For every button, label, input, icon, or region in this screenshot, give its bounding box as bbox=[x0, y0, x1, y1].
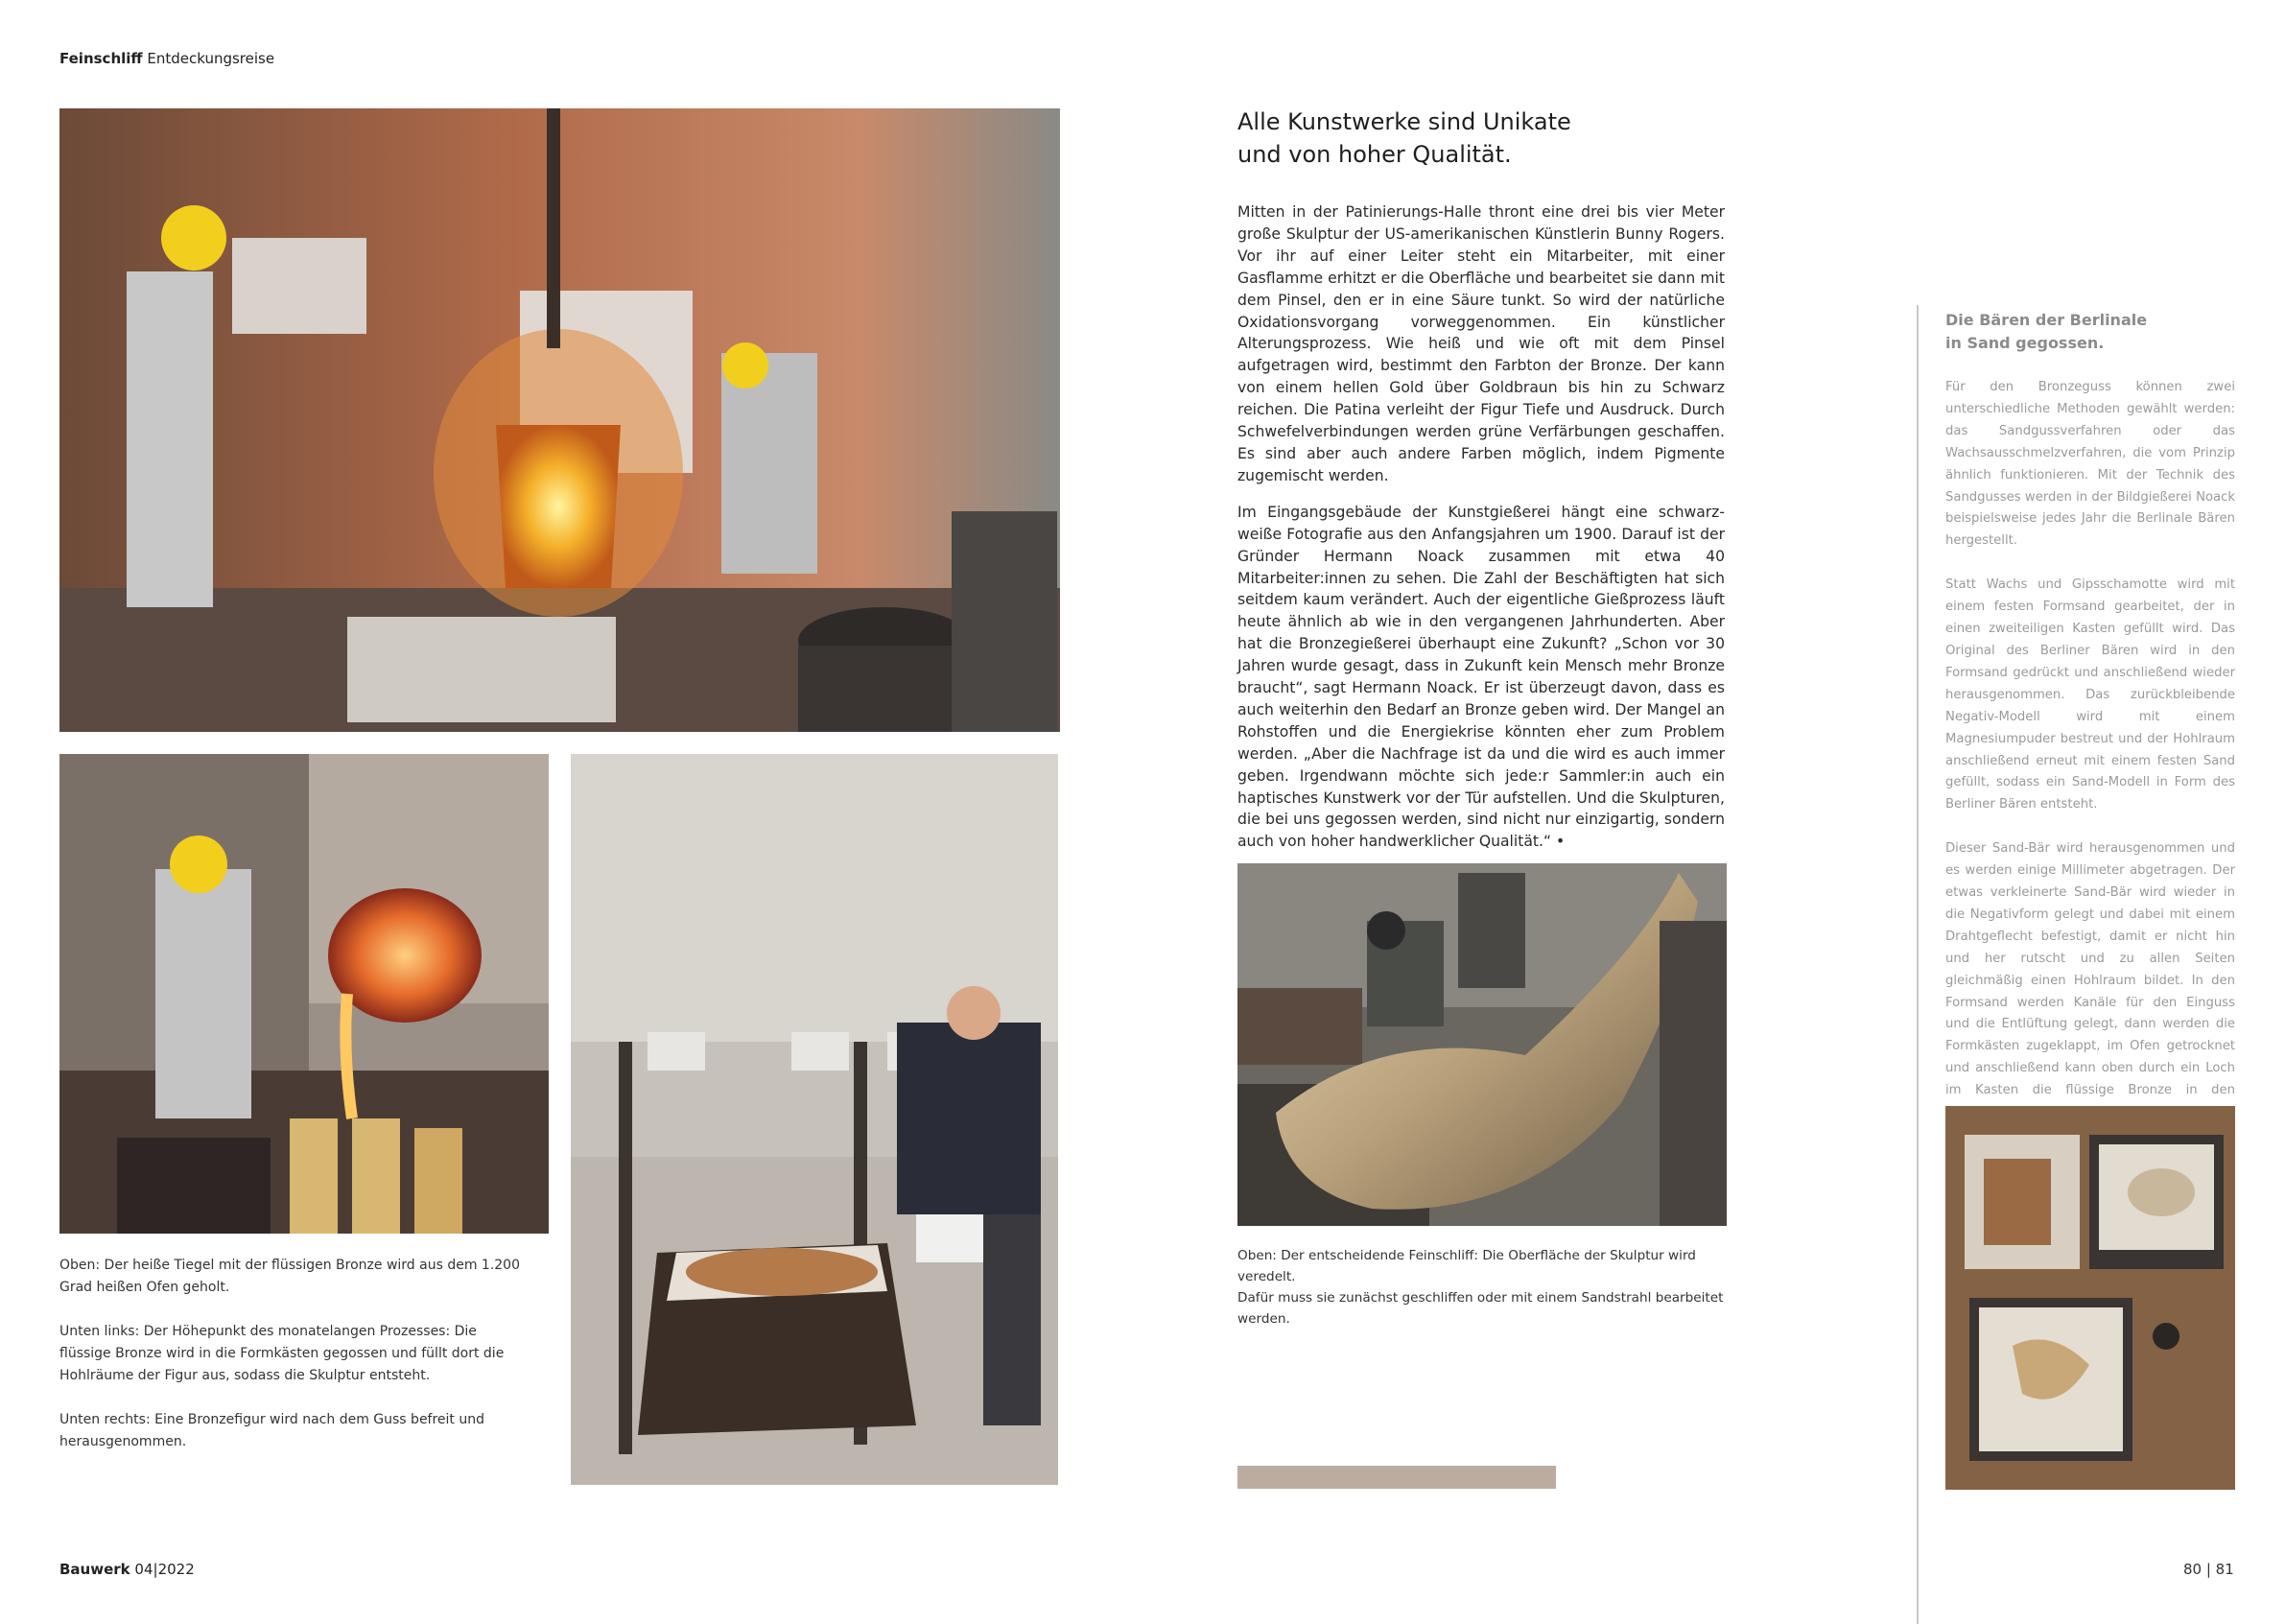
photo-pouring-bronze bbox=[59, 754, 549, 1234]
headline-line-1: Alle Kunstwerke sind Unikate bbox=[1237, 108, 1571, 135]
sidebar-divider bbox=[1917, 305, 1919, 1624]
sidebar-paragraph-2: Statt Wachs und Gipsschamotte wird mit einem festen Formsand gearbeitet, der in einen zweiteiligen Kasten gefüllt wird. Das Original des Berliner Bären wird in den Formsand gedrückt und anschließend wieder herausgenommen. Das zurückbleibende Negativ-Modell wird mit einem Magnesiumpuder bestreut und der Hohlraum anschließend erneut mit einem festen Sand gefüllt, sodass ein Sand-Modell in Form des Berliner Bären entsteht. bbox=[1945, 577, 2235, 812]
header-topic: Entdeckungsreise bbox=[147, 50, 275, 67]
caption-top-label: Oben: bbox=[59, 1258, 101, 1273]
caption-bottom-right bbox=[59, 1409, 531, 1453]
caption-bottom-left bbox=[59, 1321, 531, 1387]
photo-figure-removal bbox=[571, 754, 1058, 1485]
photo-caption-line-2: Dafür muss sie zunächst geschliffen oder mit einem Sandstrahl bearbeitet werden. bbox=[1237, 1290, 1724, 1327]
left-photo-captions bbox=[59, 1255, 531, 1475]
sidebar-title-line-2: in Sand gegossen. bbox=[1945, 334, 2105, 352]
sidebar-title bbox=[1945, 309, 2233, 355]
footer-page-numbers: 80 | 81 bbox=[2183, 1561, 2234, 1578]
article-body bbox=[1237, 201, 1725, 867]
article-paragraph-1: Mitten in der Patinierungs-Halle thront eine drei bis vier Meter große Skulptur der US-amerikanischen Künstlerin Bunny Rogers. Vor ihr auf einer Leiter steht ein Mitarbeiter, mit einer Gasflamme erhitzt er die Oberfläche und bearbeitet sie dann mit dem Pinsel, den er in eine Säure tunkt. So wird der natürliche Oxidationsvorgang vorweggenommen. Ein künstlicher Alterungsprozess. Wie heiß und wie oft mit dem Pinsel aufgetragen wird, bestimmt den Farbton der Bronze. Der kann von einem hellen Gold über Goldbraun bis hin zu Schwarz reichen. Die Patina verleiht der Figur Tiefe und Ausdruck. Durch Schwefelverbindungen werden grüne Verfärbungen geschaffen. Es sind aber auch andere Farben möglich, indem Pigmente zugemischt werden. bbox=[1237, 203, 1725, 484]
photo-crucible-lifting bbox=[59, 108, 1060, 732]
sidebar-paragraph-3: Dieser Sand-Bär wird herausgenommen und es werden einige Millimeter abgetragen. Der etwas verkleinerte Sand-Bär wird wieder in die Negativform gelegt und dabei mit einem Drahtgeflecht befestigt, damit er nicht hin und her rutscht und zu allen Seiten gleichmäßig einen Hohlraum bildet. In den Formsand werden Kanäle für den Einguss und die Entlüftung gelegt, dann werden die Formkästen zugeklappt, im Ofen getrocknet und anschließend kann oben durch ein Loch im Kasten die flüssige Bronze in den bbox=[1945, 841, 2235, 1098]
caption-bottom-left-label: Unten links: bbox=[59, 1324, 140, 1339]
photo-sculpture-grinding bbox=[1237, 863, 1727, 1226]
caption-bottom-left-text: Der Höhepunkt des monatelangen Prozesses: Die flüssige Bronze wird in die Formkästen gegossen und füllt dort die Hohlräume der Figur aus, sodass die Skulptur entsteht. bbox=[59, 1324, 505, 1383]
footer-issue: 04|2022 bbox=[134, 1561, 195, 1578]
running-header bbox=[59, 50, 274, 67]
caption-bottom-right-text: Eine Bronzefigur wird nach dem Guss befreit und herausgenommen. bbox=[59, 1412, 485, 1449]
accent-bar bbox=[1237, 1466, 1556, 1489]
sidebar-text bbox=[1945, 377, 2235, 1168]
photo-caption-line-1: Oben: Der entscheidende Feinschliff: Die Oberfläche der Skulptur wird veredelt. bbox=[1237, 1248, 1696, 1284]
header-section: Feinschliff bbox=[59, 50, 143, 67]
caption-top-text: Der heiße Tiegel mit der flüssigen Bronze wird aus dem 1.200 Grad heißen Ofen geholt. bbox=[59, 1258, 520, 1295]
headline-line-2: und von hoher Qualität. bbox=[1237, 141, 1512, 168]
article-headline bbox=[1237, 106, 1755, 171]
footer-magazine-name: Bauwerk bbox=[59, 1561, 130, 1578]
sidebar-title-line-1: Die Bären der Berlinale bbox=[1945, 311, 2148, 329]
sidebar-paragraph-1: Für den Bronzeguss können zwei unterschiedliche Methoden gewählt werden: das Sandgussverfahren oder das Wachsausschmelzverfahren, die vom Prinzip ähnlich funktionieren. Mit der Technik des Sandgusses werden in der Bildgießerei Noack beispielsweise jedes Jahr die Berlinale Bären hergestellt. bbox=[1945, 380, 2235, 549]
caption-bottom-right-label: Unten rechts: bbox=[59, 1412, 151, 1427]
sculpture-photo-caption bbox=[1237, 1245, 1736, 1330]
footer-magazine bbox=[59, 1561, 195, 1578]
article-paragraph-2: Im Eingangsgebäude der Kunstgießerei hängt eine schwarz-weiße Fotografie aus den Anfangsjahren um 1900. Darauf ist der Gründer Hermann Noack zusammen mit etwa 40 Mitarbeiter:innen zu sehen. Die Zahl der Beschäftigten hat sich seitdem kaum verändert. Auch der eigentliche Gießprozess läuft heute ähnlich ab wie in den vergangenen Jahrhunderten. Aber hat die Bronzegießerei überhaupt eine Zukunft? „Schon vor 30 Jahren wurde gesagt, dass in Zukunft kein Mensch mehr Bronze braucht“, sagt Hermann Noack. Er ist überzeugt davon, dass es auch weiterhin den Bedarf an Bronze geben wird. Der Mangel an Rohstoffen und die Energiekrise könnten eher zum Problem werden. „Aber die Nachfrage ist da und die wird es auch immer geben. Irgendwann möchte sich jede:r Sammler:in auch ein haptisches Kunstwerk vor der Tür aufstellen. Und die Skulpturen, die bei uns gegossen werden, sind nicht nur einzigartig, sondern auch von hoher handwerklicher Qualität.“ • bbox=[1237, 503, 1725, 851]
photo-sand-moulds bbox=[1945, 1106, 2235, 1490]
caption-top bbox=[59, 1255, 531, 1299]
